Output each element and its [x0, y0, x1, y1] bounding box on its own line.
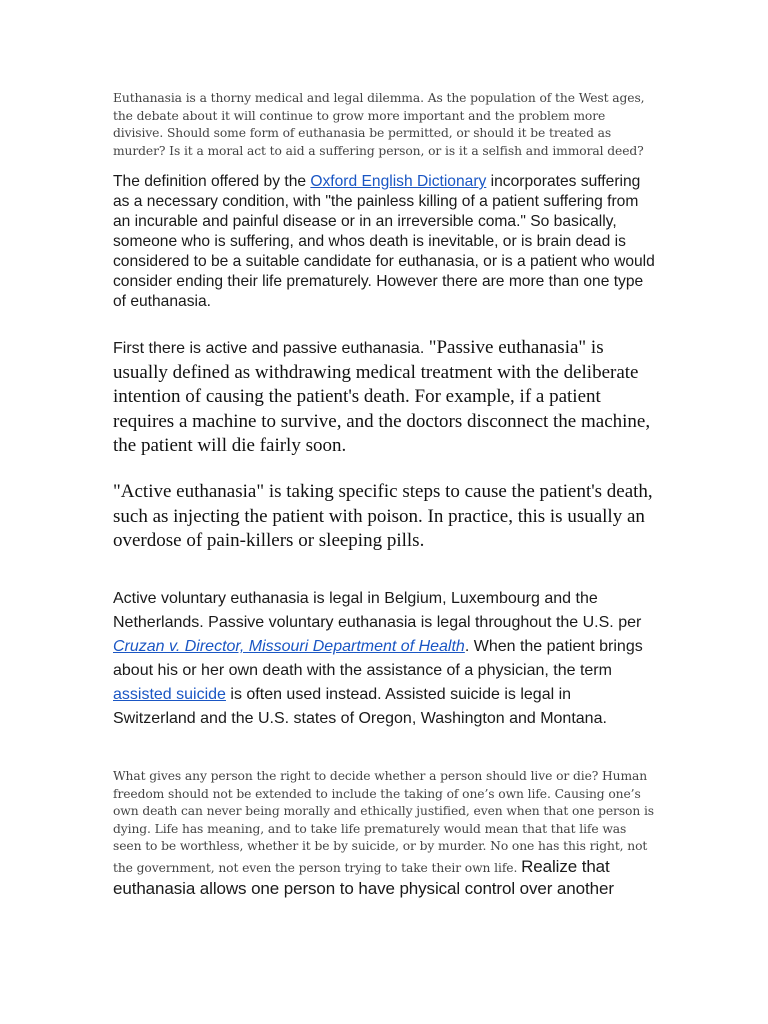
argument-paragraph — [113, 768, 658, 900]
legal-text-part3: is often used instead. Assisted suicide is legal in Switzerland and the U.S. states of Oregon, Washington and Montana. — [113, 686, 607, 727]
definition-before-link: The definition offered by the — [113, 173, 311, 190]
oxford-dictionary-link[interactable]: Oxford English Dictionary — [310, 173, 487, 190]
assisted-suicide-link[interactable]: assisted suicide — [113, 686, 226, 703]
legal-text-part2: . When the patient brings about his or her own death with the assistance of a physician, the term — [113, 638, 643, 679]
cruzan-case-link[interactable]: Cruzan v. Director, Missouri Department of Health — [113, 638, 465, 655]
passive-text: "Passive euthanasia" is usually defined as withdrawing medical treatment with the deliberate intention of causing the patient's death. For example, if a patient requires a machine to survive, and the doctors disconnect the machine, the patient will die fairly soon. — [113, 337, 651, 456]
passive-euthanasia-paragraph — [113, 336, 658, 459]
intro-paragraph — [113, 90, 658, 160]
legal-status-paragraph — [113, 587, 658, 731]
argument-serif-text: What gives any person the right to decide whether a person should live or die? Human freedom should not be extended to include the taking of one’s own life. Causing one’s own death can never being morally and ethically justified, even when that one person is dying. Life has meaning, and to take life prematurely would mean that that life was seen to be worthless, whether it be by suicide, or by murder. No one has this right, not the government, not even the person trying to take their own life. — [113, 769, 654, 875]
argument-sans-text: Realize that euthanasia allows one person to have physical control over another — [113, 856, 614, 898]
active-euthanasia-paragraph — [113, 480, 658, 554]
intro-text: Euthanasia is a thorny medical and legal dilemma. As the population of the West ages, the debate about it will continue to grow more important and the problem more divisive. Should some form of euthanasia be permitted, or should it be treated as murder? Is it a moral act to aid a suffering person, or is it a selfish and immoral deed? — [113, 91, 645, 158]
active-text: "Active euthanasia" is taking specific steps to cause the patient's death, such as injecting the patient with poison. In practice, this is usually an overdose of pain-killers or sleeping pills. — [113, 481, 653, 551]
definition-paragraph — [113, 172, 658, 312]
legal-text-part1: Active voluntary euthanasia is legal in Belgium, Luxembourg and the Netherlands. Passive voluntary euthanasia is legal throughout the U.S. per — [113, 590, 642, 631]
definition-after-link: incorporates suffering as a necessary condition, with "the painless killing of a patient suffering from an incurable and painful disease or in an irreversible coma." So basically, someone who is suffering, and whos death is inevitable, or is brain dead is considered to be a suitable candidate for euthanasia, or is a patient who would consider ending their life prematurely. However there are more than one type of euthanasia. — [113, 173, 655, 310]
passive-lead-text: First there is active and passive euthanasia. — [113, 340, 429, 357]
